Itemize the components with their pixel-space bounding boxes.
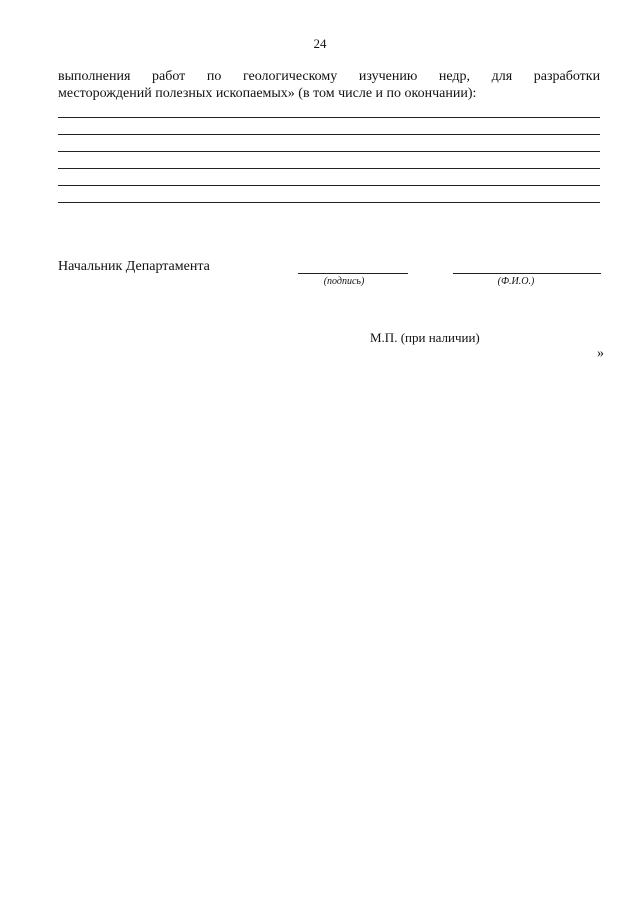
word: выполнения <box>58 69 131 84</box>
word: изучению <box>358 69 418 84</box>
page-number: 24 <box>313 36 327 51</box>
signature-caption: (подпись) <box>323 276 365 287</box>
paragraph-line-1 <box>58 68 600 85</box>
fill-line[interactable] <box>58 202 600 203</box>
word: для <box>491 69 513 84</box>
word: разработки <box>533 69 601 84</box>
word: недр, <box>438 69 471 84</box>
name-caption: (Ф.И.О.) <box>497 276 535 287</box>
fill-line[interactable] <box>58 185 600 186</box>
word: геологическому <box>242 69 338 84</box>
paragraph-line-2: месторождений полезных ископаемых» (в том числе и по окончании): <box>58 86 477 101</box>
fill-line[interactable] <box>58 168 600 169</box>
word: работ <box>152 69 186 84</box>
fill-line[interactable] <box>58 134 600 135</box>
fill-line[interactable] <box>58 117 600 118</box>
fill-line[interactable] <box>58 151 600 152</box>
position-title: Начальник Департамента <box>58 259 210 274</box>
closing-quote: » <box>597 346 604 361</box>
signature-line[interactable] <box>298 273 408 274</box>
stamp-note: М.П. (при наличии) <box>370 330 480 345</box>
name-line[interactable] <box>453 273 601 274</box>
word: по <box>206 69 222 84</box>
